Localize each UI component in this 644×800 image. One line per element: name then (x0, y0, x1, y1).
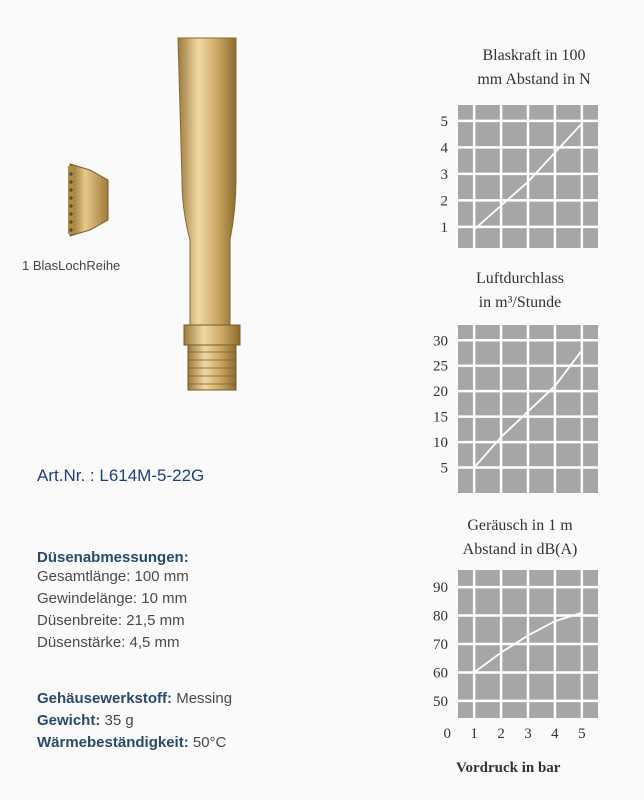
chart-3-x-tick-label: 1 (470, 726, 478, 742)
chart-3-y-tick-label: 60 (433, 665, 448, 682)
chart-2-y-tick-label: 15 (433, 409, 448, 426)
chart-1-y-tick-label: 3 (440, 166, 448, 183)
chart-1-title-line: Blaskraft in 100 (482, 47, 586, 64)
property-value: Messing (176, 690, 233, 707)
dimension-line: Gewindelänge: 10 mm (37, 590, 188, 607)
chart-3-x-tick-label: 2 (497, 726, 505, 742)
dimension-line: Düsenstärke: 4,5 mm (37, 634, 180, 651)
property-value: 50°C (192, 734, 227, 751)
property-value: 35 g (104, 712, 134, 729)
property-label: Gehäusewerkstoff: (37, 690, 173, 707)
x-axis-label: Vordruck in bar (456, 760, 561, 776)
property-label: Wärmebeständigkeit: (37, 734, 189, 751)
chart-2-y-tick-label: 5 (440, 460, 448, 477)
dimension-line: Gesamtlänge: 100 mm (37, 568, 189, 585)
chart-2-y-tick-label: 10 (433, 435, 448, 452)
chart-2-y-tick-label: 30 (433, 333, 448, 350)
chart-3-x-tick-label: 0 (443, 726, 451, 742)
nozzle-caption: 1 BlasLochReihe (22, 258, 121, 273)
chart-3-x-tick-label: 5 (578, 726, 586, 742)
chart-1-y-tick-label: 2 (440, 193, 448, 210)
chart-2-y-tick-label: 25 (433, 358, 448, 375)
chart-3-title-line: Abstand in dB(A) (462, 541, 578, 558)
article-number-value: L614M-5-22G (99, 466, 205, 485)
chart-3-title-line: Geräusch in 1 m (467, 517, 573, 534)
dimension-line: Düsenbreite: 21,5 mm (37, 612, 185, 629)
property-label: Gewicht: (37, 712, 101, 729)
chart-3-y-tick-label: 70 (433, 637, 448, 653)
chart-1-y-tick-label: 4 (440, 140, 448, 157)
chart-3-x-tick-label: 3 (524, 726, 532, 742)
chart-3-y-tick-label: 90 (433, 580, 448, 597)
chart-2-title-line: in m³/Stunde (478, 294, 562, 311)
chart-2-y-tick-label: 20 (433, 384, 448, 401)
chart-2-title-line: Luftdurchlass (476, 270, 564, 287)
chart-1-y-tick-label: 5 (440, 113, 448, 130)
chart-1-y-tick-label: 1 (440, 219, 448, 236)
chart-1-title-line: mm Abstand in N (477, 71, 591, 88)
dimensions-heading: Düsenabmessungen: (37, 549, 189, 566)
chart-3-y-tick-label: 80 (433, 608, 448, 625)
chart-3-x-tick-label: 4 (551, 726, 559, 742)
chart-3-y-tick-label: 50 (433, 693, 448, 710)
article-number-label: Art.Nr. : (37, 466, 95, 485)
